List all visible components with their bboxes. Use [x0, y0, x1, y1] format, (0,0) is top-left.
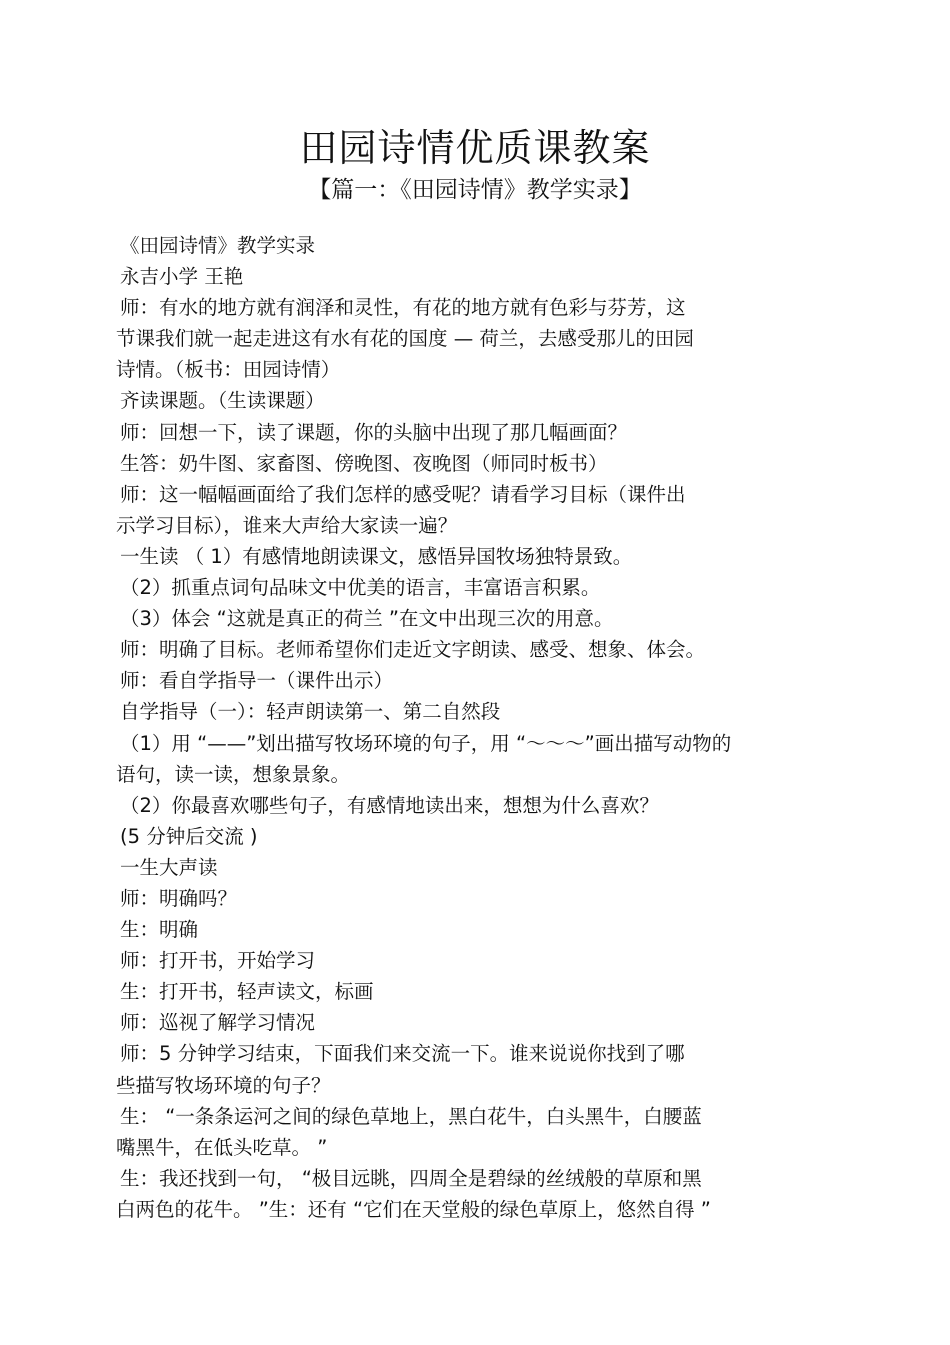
text-line: (5 分钟后交流 )	[120, 824, 258, 848]
text-line: （3）体会 “这就是真正的荷兰 ”在文中出现三次的用意。	[120, 607, 614, 631]
document-body	[116, 230, 806, 1225]
text-line: 师：回想一下，读了课题，你的头脑中出现了那几幅画面？	[120, 420, 628, 444]
text-line: 示学习目标），谁来大声给大家读一遍？	[116, 513, 458, 537]
text-line: 生：我还找到一句， “极目远眺，四周全是碧绿的丝绒般的草原和黑	[120, 1166, 702, 1190]
text-line: 一生读 （ 1）有感情地朗读课文，感悟异国牧场独特景致。	[120, 544, 633, 568]
text-line: 诗情。（板书：田园诗情）	[116, 358, 341, 382]
text-line: 生答：奶牛图、家畜图、傍晚图、夜晚图（师同时板书）	[120, 451, 608, 475]
document-title: 田园诗情优质课教案	[299, 126, 651, 170]
text-line: 嘴黑牛，在低头吃草。 ”	[116, 1135, 328, 1159]
text-line: （2）你最喜欢哪些句子，有感情地读出来，想想为什么喜欢？	[120, 793, 659, 817]
text-line: 白两色的花牛。 ”生：还有 “它们在天堂般的绿色草原上，悠然自得 ”	[116, 1197, 711, 1221]
text-line: 师：明确吗？	[120, 886, 238, 910]
text-line: （2）抓重点词句品味文中优美的语言，丰富语言积累。	[120, 576, 601, 600]
text-line: 师：巡视了解学习情况	[120, 1011, 316, 1035]
text-line: 永吉小学 王艳	[120, 265, 244, 289]
text-line: 生： “一条条运河之间的绿色草地上，黑白花牛，白头黑牛，白腰蓝	[120, 1104, 702, 1128]
text-line: 语句，读一读，想象景象。	[116, 762, 351, 786]
text-line: （1）用 “——”划出描写牧场环境的句子，用 “～～～”画出描写动物的	[120, 731, 732, 755]
text-line: 师：5 分钟学习结束，下面我们来交流一下。谁来说说你找到了哪	[120, 1042, 685, 1066]
text-line: 师：打开书，开始学习	[120, 949, 316, 973]
text-line: 《田园诗情》教学实录	[120, 234, 316, 257]
text-line: 节课我们就一起走进这有水有花的国度 — 荷兰，去感受那儿的田园	[116, 327, 694, 351]
text-line: 齐读课题。（生读课题）	[120, 389, 325, 413]
text-line: 师：看自学指导一（课件出示）	[120, 669, 394, 693]
text-line: 师：有水的地方就有润泽和灵性，有花的地方就有色彩与芬芳，这	[120, 296, 686, 320]
text-line: 师：这一幅幅画面给了我们怎样的感受呢？请看学习目标（课件出	[120, 482, 686, 506]
text-line: 生：明确	[120, 918, 199, 942]
document-subtitle: 【篇一：《田园诗情》教学实录】	[308, 177, 642, 203]
text-line: 自学指导（一）：轻声朗读第一、第二自然段	[120, 700, 501, 724]
text-line: 生：打开书，轻声读文，标画	[120, 980, 374, 1004]
text-line: 师：明确了目标。老师希望你们走近文字朗读、感受、想象、体会。	[120, 638, 706, 662]
text-line: 一生大声读	[120, 855, 218, 879]
text-line: 些描写牧场环境的句子？	[116, 1073, 331, 1097]
